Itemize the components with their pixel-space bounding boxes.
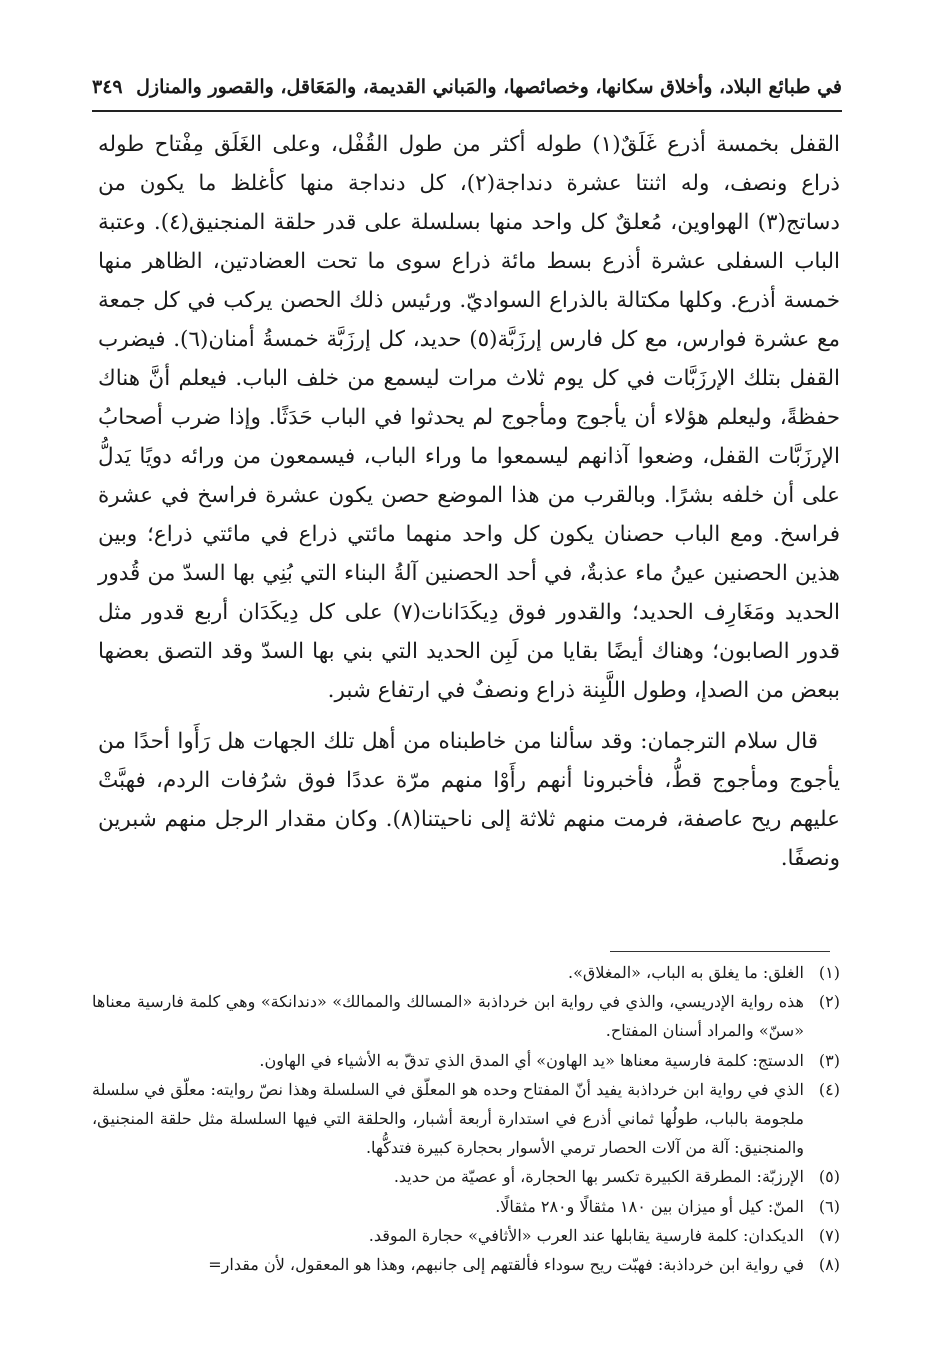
footnote [92,1221,840,1250]
footnote [92,958,840,987]
footnote-number: (٢) [818,992,840,1012]
header-title: في طبائع البلاد، وأخلاق سكانها، وخصائصها، والمَباني القديمة، والمَعَاقل، والقصور والمنازل [136,76,842,98]
page-number: ٣٤٩ [92,76,123,98]
footnote-number: (٤) [818,1079,840,1099]
footnote-text: هذه رواية الإدريسي، والذي في رواية ابن خرداذبة «المسالك والممالك» «دندانكة» وهي كلمة فارسية معناها «سنّ» والمراد أسنان المفتاح. [92,992,804,1041]
footnote-text: الغلق: ما يغلق به الباب، «المغلاق». [568,963,804,982]
footnote-text: في رواية ابن خرداذبة: فهبّت ريح سوداء فألقتهم إلى جانبهم، وهذا هو المعقول، لأن مقدار= [208,1255,804,1275]
footnote-text: المنّ: كيل أو ميزان بين ١٨٠ مثقالًا و٢٨٠ مثقالًا. [495,1196,804,1216]
footnote-divider [610,951,830,952]
footnote [92,1192,840,1221]
footnote-number: (٥) [818,1167,840,1187]
footnote-text: الديكدان: كلمة فارسية يقابلها عند العرب «الأثافي» حجارة الموقد. [368,1225,804,1245]
footnotes [92,958,840,1279]
footnote [92,1046,840,1075]
header-divider [92,110,842,112]
footnote-number: (١) [818,963,840,982]
paragraph: قال سلام الترجمان: وقد سألنا من خاطبناه من أهل تلك الجهات هل رَأَوا أحدًا من يأجوج ومأجوج قطُّ، فأخبرونا أنهم رأَوْا منهم مرّة عددًا فوق شرُفات الردم، فهبَّتْ عليهم ريح عاصفة، فرمت منهم ثلاثة إلى ناحيتنا(٨). وكان مقدار الرجل منهم شبرين ونصفًا. [98,729,840,871]
footnote [92,1250,840,1279]
running-header [92,68,842,106]
paragraph: القفل بخمسة أذرع غَلَقٌ(١) طوله أكثر من طول القُفْل، وعلى الغَلَق مِفْتاح طوله ذراع ونصف، وله اثنتا عشرة دنداجة(٢)، كل دنداجة منها كأغلظ ما يكون من دساتج(٣) الهواوين، مُعلقٌ كل واحد منها بسلسلة على قدر حلقة المنجنيق(٤). وعتبة الباب السفلى عشرة أذرع بسط مائة ذراع سوى ما تحت العضادتين، الظاهر منها خمسة أذرع. وكلها مكتالة بالذراع السواديّ. ورئيس ذلك الحصن يركب في كل جمعة مع عشرة فوارس، مع كل فارس إرزَبَّة(٥) حديد، كل إرزَبَّة خمسةُ أمنان(٦). فيضرب القفل بتلك الإرزَبَّات في كل يوم ثلاث مرات ليسمع من خلف الباب. فيعلم أنَّ هناك حفظةً، وليعلم هؤلاء أن يأجوج ومأجوج لم يحدثوا في الباب حَدَثًا. وإذا ضرب أصحابُ الإرزَبَّات القفل، وضعوا آذانهم ليسمعوا ما وراء الباب، فيسمعون من ورائه دويًا يَدلُّ على أن خلفه بشرًا. وبالقرب من هذا الموضع حصن يكون عشرة فراسخ في عشرة فراسخ. ومع الباب حصنان يكون كل واحد منهما مائتي ذراع في مائتي ذراع؛ وبين هذين الحصنين عينُ ماء عذبةٌ، في أحد الحصنين آلةُ البناء التي بُنِي بها السدّ من قُدور الحديد ومَغَارِف الحديد؛ والقدور فوق دِيكَدَانات(٧) على كل دِيكَدَان أربع قدور مثل قدور الصابون؛ وهناك أيضًا بقايا من لَبِن الحديد التي بني بها السدّ وقد التصق بعضها ببعض من الصدإ، وطول اللَّبِنة ذراع ونصفٌ في ارتفاع شبر. [98,132,841,703]
footnote-number: (٣) [818,1050,840,1070]
footnote [92,1162,840,1191]
footnote-number: (٨) [818,1255,840,1275]
footnote-text: الإرزبّة: المطرقة الكبيرة تكسر بها الحجارة، أو عصيّة من حديد. [393,1167,804,1187]
footnote-text: الدستج: كلمة فارسية معناها «يد الهاون» أي المدق الذي تدقّ به الأشياء في الهاون. [259,1050,804,1070]
footnote [92,1075,840,1163]
footnote-text: الذي في رواية ابن خرداذبة يفيد أنّ المفتاح وحده هو المعلّق في السلسلة وهذا نصّ روايته: معلّق في سلسلة ملجومة بالباب، طولُها ثماني أذرع في استدارة أربعة أشبار، والحلقة التي فيها السلسلة مثل حلقة المنجنيق، والمنجنيق: آلة من آلات الحصار ترمي الأسوار بحجارة كبيرة فتدكُّها. [92,1079,805,1158]
footnote-number: (٧) [818,1225,840,1245]
main-text [98,125,840,878]
footnote [92,987,840,1045]
footnote-number: (٦) [818,1196,840,1216]
